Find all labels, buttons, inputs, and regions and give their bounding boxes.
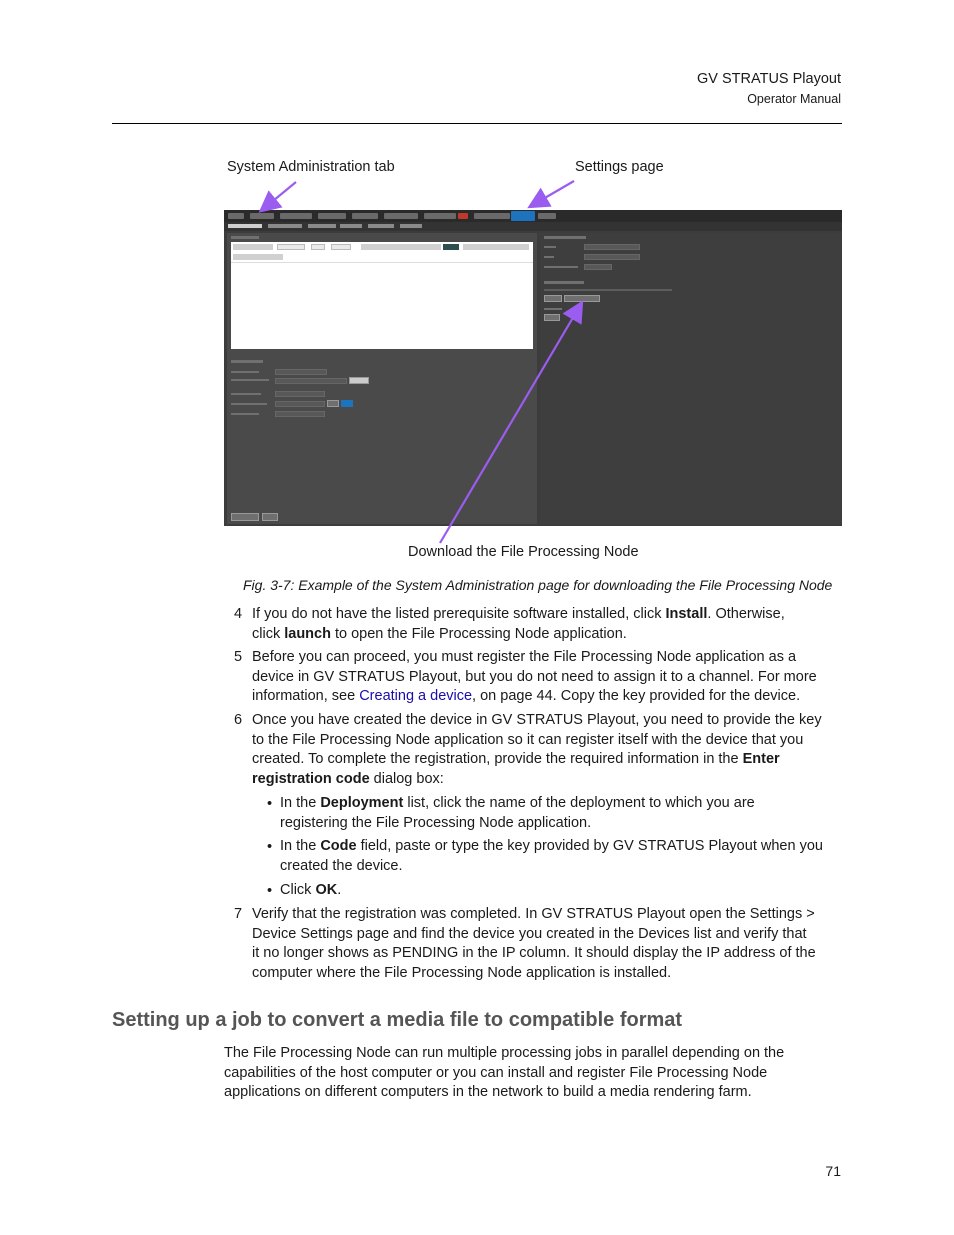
editor-size-select: [311, 244, 325, 250]
option-label-1: [231, 371, 259, 373]
bullet-line-1: In the Deployment list, click the name of the deployment to which you are: [280, 795, 755, 811]
creating-a-device-link[interactable]: Creating a device: [359, 688, 473, 704]
info-field-2: [584, 254, 640, 260]
info-label-2: [544, 256, 554, 258]
nav-item-4: [318, 213, 346, 219]
option-field-1: [275, 369, 327, 375]
page-number: 71: [825, 1163, 841, 1179]
download-button-1: [544, 295, 562, 302]
nav-badge: [458, 213, 468, 219]
nav-item-7: [424, 213, 456, 219]
bullet-code: [280, 837, 823, 876]
bullet-line-1: Click OK.: [280, 882, 342, 898]
bullet-line-2: created the device.: [280, 857, 403, 874]
editor-toolbar-group-1: [233, 244, 273, 250]
step-7-text: [252, 905, 816, 983]
step-7-line-1: Verify that the registration was completed. In GV STRATUS Playout open the Settings >: [252, 906, 815, 922]
info-field-1: [584, 244, 640, 250]
app-nav-bar: [224, 210, 842, 222]
manual-title: GV STRATUS Playout: [697, 71, 841, 87]
step-6-text: [252, 711, 822, 789]
manual-subtitle: Operator Manual: [747, 92, 841, 106]
arrow-system-admin-tab: [262, 182, 296, 210]
section-body-line-3: applications on different computers in the network to build a media rendering farm.: [224, 1084, 752, 1100]
nav-item-5: [352, 213, 378, 219]
bullet-line-2: registering the File Processing Node application.: [280, 814, 592, 831]
step-5-text: [252, 648, 817, 707]
subtab-4: [340, 224, 362, 228]
cancel-button: [262, 513, 278, 521]
option-label-3: [231, 393, 261, 395]
option-label-2: [231, 379, 269, 381]
editor-toolbar-divider: [231, 262, 533, 263]
section-body-line-2: capabilities of the host computer or you can install and register File Processing Node: [224, 1064, 768, 1081]
subtab-2: [268, 224, 302, 228]
bullet-marker: •: [267, 839, 273, 855]
option-field-4: [275, 401, 325, 407]
account-options-heading: [231, 360, 263, 363]
software-downloads-heading: [544, 281, 584, 284]
step-4-number: 4: [234, 606, 243, 622]
step-6-number: 6: [234, 712, 243, 728]
nav-item-2: [250, 213, 274, 219]
update-details-button: [231, 513, 259, 521]
editor-toolbar-group-2: [361, 244, 441, 250]
step-7-line-4: computer where the File Processing Node application is installed.: [252, 964, 672, 981]
step-7-line-3: it no longer shows as PENDING in the IP column. It should display the IP address of the: [252, 945, 816, 961]
nav-item-6: [384, 213, 418, 219]
ip-software-label: [544, 308, 562, 310]
figure-caption: Fig. 3-7: Example of the System Administration page for downloading the File Processing Node: [243, 577, 833, 593]
step-4-line-1: If you do not have the listed prerequisite software installed, click Install. Otherwise,: [252, 606, 785, 622]
section-body: [224, 1044, 784, 1103]
step-5-number: 5: [234, 649, 243, 665]
step-4-line-2: click launch to open the File Processing Node application.: [252, 625, 627, 642]
bullet-deployment: [280, 794, 755, 833]
subtab-3: [308, 224, 336, 228]
option-label-5: [231, 413, 259, 415]
rich-text-editor: [231, 242, 533, 349]
step-6-line-3: created. To complete the registration, provide the required information in the Enter: [252, 751, 780, 767]
arrow-settings-page: [531, 181, 574, 206]
editor-font-select: [277, 244, 305, 250]
bullet-click-ok: [280, 881, 341, 901]
section-heading: Setting up a job to convert a media file to compatible format: [112, 1009, 683, 1031]
option-field-2: [275, 378, 347, 384]
step-5-line-3: information, see Creating a device, on page 44. Copy the key provided for the device.: [252, 688, 801, 704]
nav-item-8: [474, 213, 510, 219]
option-toggle-on: [341, 400, 353, 407]
bullet-marker: •: [267, 883, 273, 899]
choose-file-button: [349, 377, 369, 384]
callout-settings-page: Settings page: [575, 159, 664, 175]
step-6-line-4: registration code dialog box:: [252, 770, 444, 787]
editor-toolbar-group-4: [233, 254, 283, 260]
info-label-1: [544, 246, 556, 248]
editor-style-select: [331, 244, 351, 250]
settings-sub-tabs: [224, 222, 842, 231]
step-6-line-1: Once you have created the device in GV STRATUS Playout, you need to provide the key: [252, 712, 822, 728]
header-divider: [112, 123, 842, 124]
step-7-line-2: Device Settings page and find the device you created in the Devices list and verify that: [252, 925, 807, 942]
step-5-line-2: device in GV STRATUS Playout, but you do not need to assign it to a channel. For more: [252, 668, 817, 685]
ip-software-button: [544, 314, 560, 321]
editor-color-buttons: [443, 244, 459, 250]
step-7-number: 7: [234, 906, 243, 922]
bullet-line-1: In the Code field, paste or type the key provided by GV STRATUS Playout when you: [280, 838, 823, 854]
option-label-4: [231, 403, 267, 405]
subtab-6: [400, 224, 422, 228]
subtab-system-admin: [228, 224, 262, 228]
system-admin-pane: [227, 233, 537, 524]
step-4-text: [252, 605, 785, 644]
subtab-5: [368, 224, 394, 228]
figure-screenshot: [224, 210, 842, 526]
info-field-3: [584, 264, 612, 270]
option-field-5: [275, 411, 325, 417]
admin-info-pane: [540, 233, 842, 524]
option-field-3: [275, 391, 325, 397]
section-body-line-1: The File Processing Node can run multiple processing jobs in parallel depending on the: [224, 1045, 785, 1061]
system-admin-heading: [544, 236, 586, 239]
callout-system-admin-tab: System Administration tab: [227, 159, 395, 175]
nav-settings-tab: [511, 211, 535, 221]
callout-download-node: Download the File Processing Node: [408, 544, 639, 560]
download-file-processing-node-button: [564, 295, 600, 302]
step-6-line-2: to the File Processing Node application so it can register itself with the device that you: [252, 731, 804, 748]
nav-logout-item: [538, 213, 556, 219]
nav-item-3: [280, 213, 312, 219]
editor-toolbar-group-3: [463, 244, 529, 250]
option-toggle-off: [327, 400, 339, 407]
bullet-marker: •: [267, 796, 273, 812]
step-5-line-1: Before you can proceed, you must register the File Processing Node application as a: [252, 649, 797, 665]
info-label-3: [544, 266, 578, 268]
section-heading-bar: [231, 236, 259, 239]
nav-home-item: [228, 213, 244, 219]
software-downloads-note: [544, 289, 672, 291]
